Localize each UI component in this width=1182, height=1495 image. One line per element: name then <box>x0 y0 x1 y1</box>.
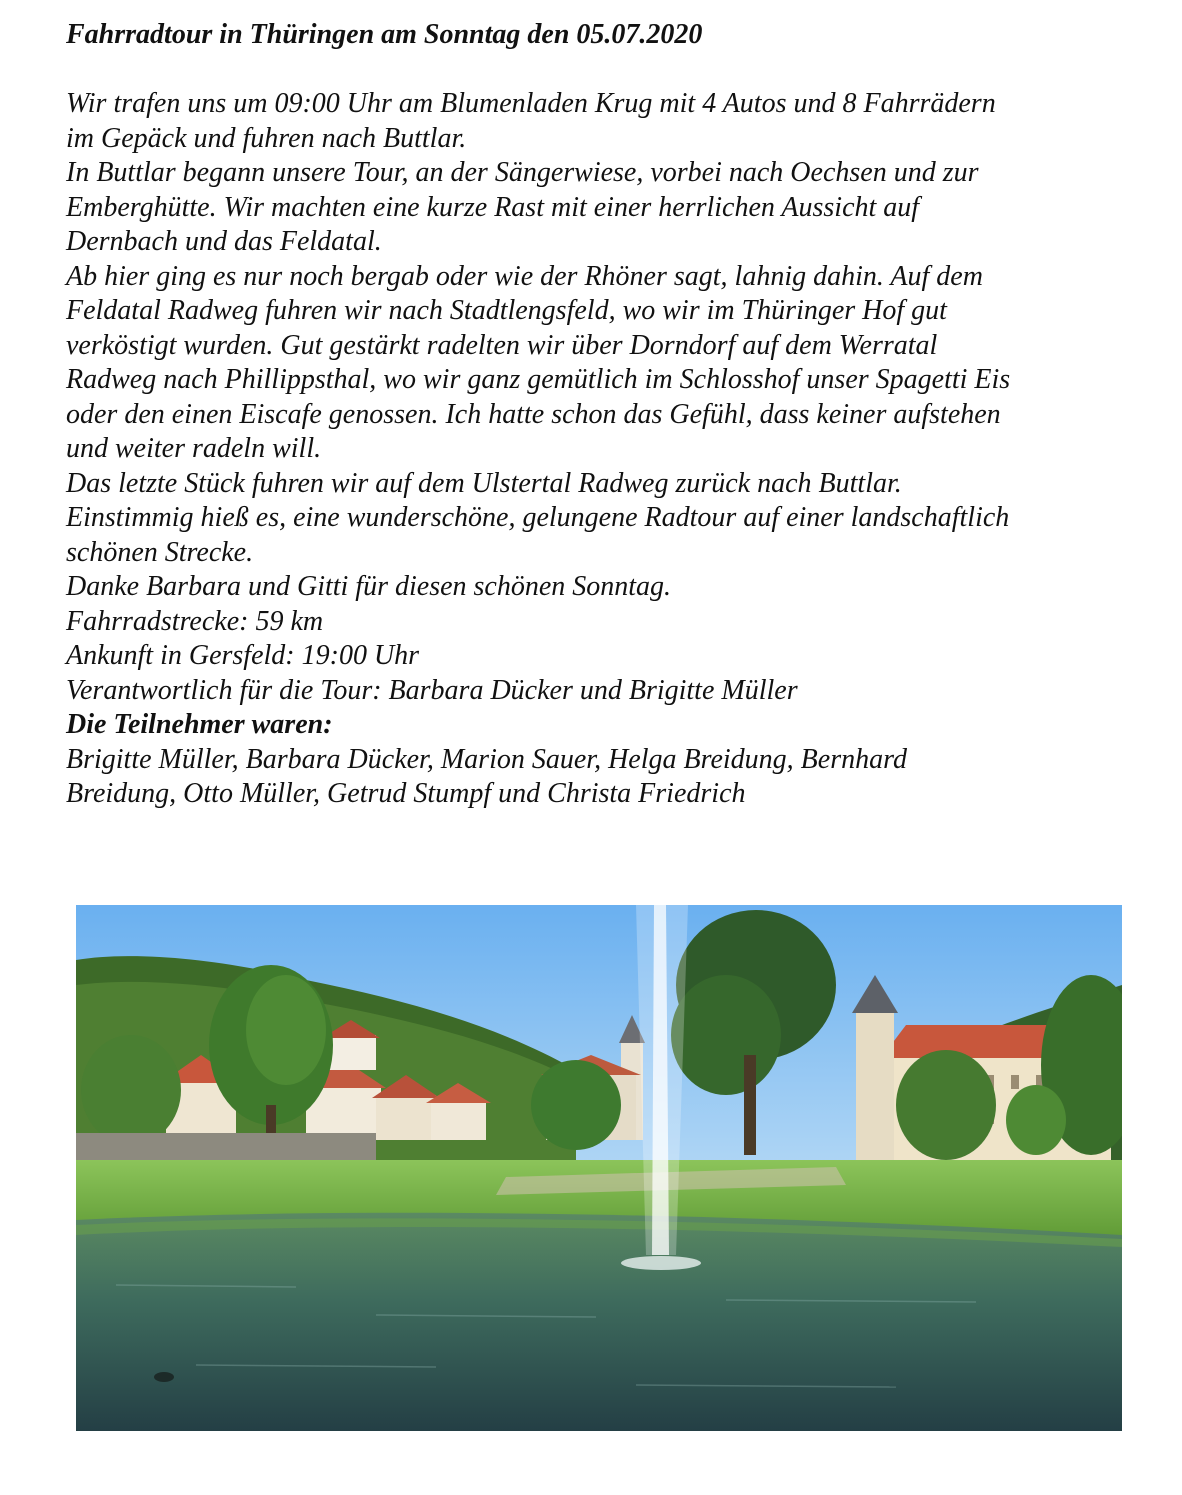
text-line: verköstigt wurden. Gut gestärkt radelten wir über Dorndorf auf dem Werratal <box>66 329 938 361</box>
participants-heading: Die Teilnehmer waren: <box>66 709 333 740</box>
text-line: Wir trafen uns um 09:00 Uhr am Blumenladen Krug mit 4 Autos und 8 Fahrrädern <box>66 88 996 119</box>
text-line: schönen Strecke. <box>66 536 254 568</box>
park-pond-fountain-photo <box>76 905 1122 1431</box>
participants-line: Breidung, Otto Müller, Getrud Stumpf und Christa Friedrich <box>66 778 746 809</box>
document-title: Fahrradtour in Thüringen am Sonntag den 05.07.2020 <box>66 19 703 50</box>
text-line: Ab hier ging es nur noch bergab oder wie der Rhöner sagt, lahnig dahin. Auf dem <box>66 260 983 292</box>
text-line: Einstimmig hieß es, eine wunderschöne, gelungene Radtour auf einer landschaftlich <box>66 502 1010 533</box>
participants-line: Brigitte Müller, Barbara Dücker, Marion Sauer, Helga Breidung, Bernhard <box>66 743 907 775</box>
text-line: Feldatal Radweg fuhren wir nach Stadtlengsfeld, wo wir im Thüringer Hof gut <box>66 295 947 326</box>
photo-illustration <box>76 905 1122 1431</box>
arrival-time: Ankunft in Gersfeld: 19:00 Uhr <box>66 640 420 671</box>
text-line: und weiter radeln will. <box>66 433 322 464</box>
document-body <box>66 18 1156 812</box>
text-line: Dernbach und das Feldatal. <box>66 226 382 257</box>
blank-line <box>66 53 1156 88</box>
text-line: Radweg nach Phillippsthal, wo wir ganz gemütlich im Schlosshof unser Spagetti Eis <box>66 364 1011 395</box>
text-line: Emberghütte. Wir machten eine kurze Rast mit einer herrlichen Aussicht auf <box>66 191 920 223</box>
text-line: oder den einen Eiscafe genossen. Ich hatte schon das Gefühl, dass keiner aufstehen <box>66 398 1001 430</box>
text-line: im Gepäck und fuhren nach Buttlar. <box>66 122 467 154</box>
text-line: In Buttlar begann unsere Tour, an der Sängerwiese, vorbei nach Oechsen und zur <box>66 157 979 188</box>
text-line: Danke Barbara und Gitti für diesen schönen Sonntag. <box>66 571 672 602</box>
responsible-persons: Verantwortlich für die Tour: Barbara Dücker und Brigitte Müller <box>66 674 798 706</box>
route-distance: Fahrradstrecke: 59 km <box>66 605 324 637</box>
duck <box>154 1372 174 1382</box>
pond <box>76 1213 1122 1431</box>
text-line: Das letzte Stück fuhren wir auf dem Ulstertal Radweg zurück nach Buttlar. <box>66 467 902 499</box>
